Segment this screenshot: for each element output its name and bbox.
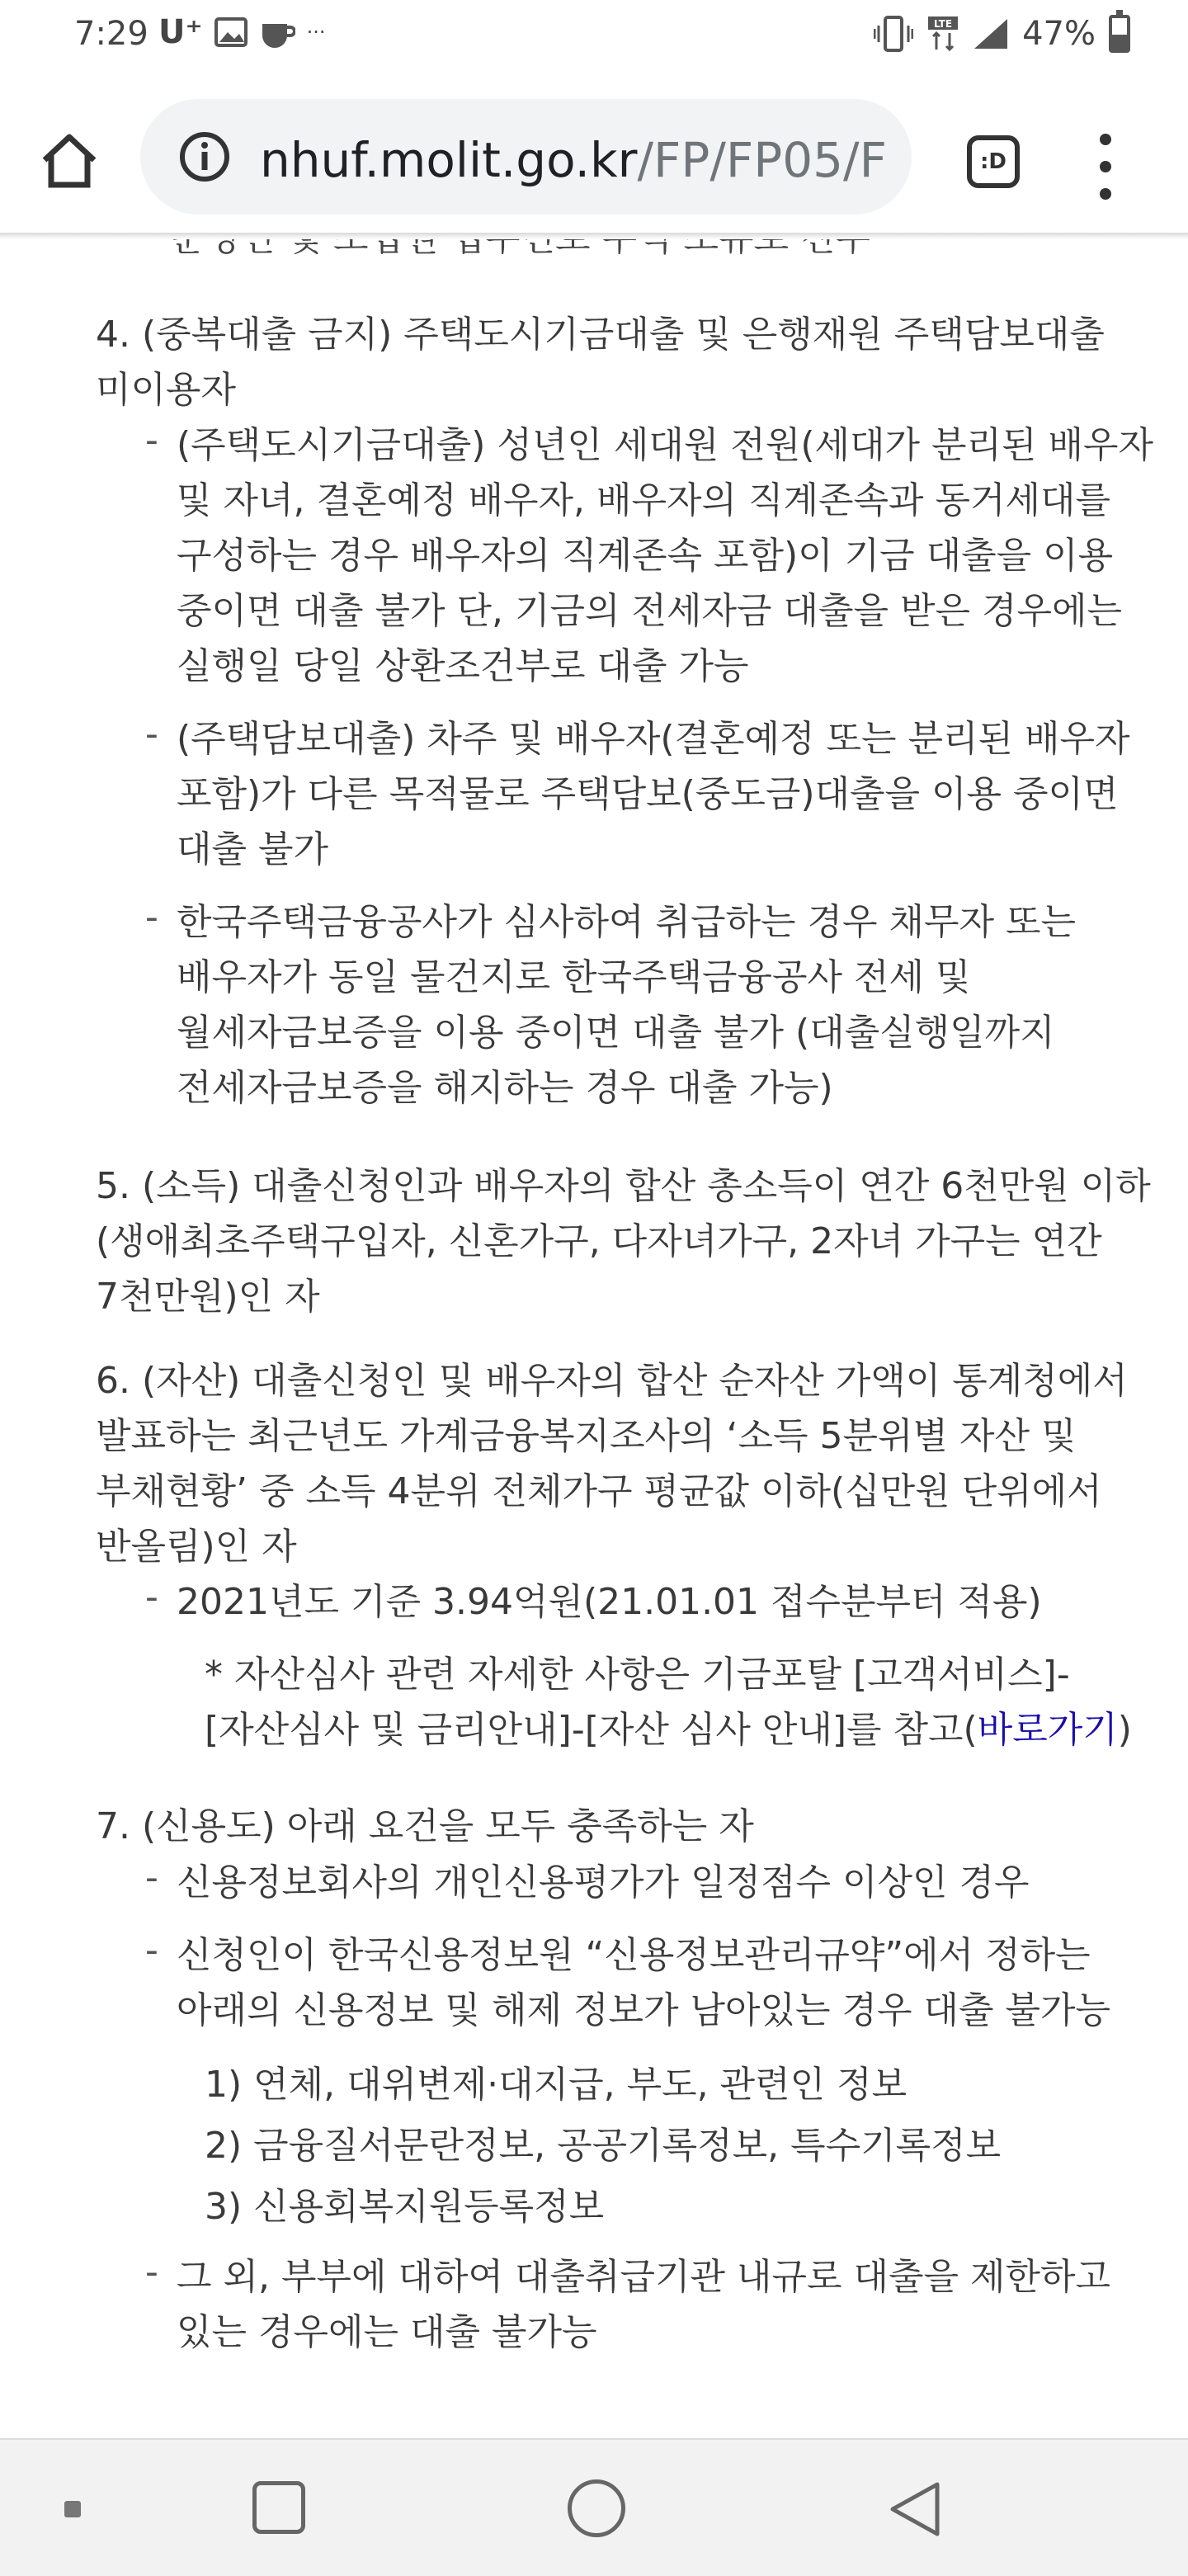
navigation-bar <box>0 2438 1188 2576</box>
status-time: 7:29 <box>74 15 148 53</box>
list-item: 1) 연체, 대위변제·대지급, 부도, 관련인 정보 <box>205 2064 908 2106</box>
info-icon[interactable] <box>178 130 231 183</box>
text-line: 대출 불가 <box>177 828 329 870</box>
nav-dot-icon[interactable] <box>64 2501 81 2517</box>
text-line: 부채현황’ 중 소득 4분위 전체가구 평균값 이하(십만원 단위에서 <box>96 1470 1102 1512</box>
item-7-sub-3 <box>177 2249 1110 2360</box>
vibrate-icon <box>874 16 913 52</box>
battery-level <box>1112 35 1127 50</box>
text-line: 중이면 대출 불가 단, 기금의 전세자금 대출을 받은 경우에는 <box>177 590 1122 632</box>
text-line: 그 외, 부부에 대하여 대출취급기관 내규로 대출을 제한하고 <box>177 2256 1110 2298</box>
text-line: 전세자금보증을 해지하는 경우 대출 가능) <box>177 1067 833 1109</box>
text-line: 7천만원)인 자 <box>96 1276 320 1318</box>
item-4-sub-1 <box>177 418 1153 694</box>
more-vert-icon[interactable] <box>1089 134 1122 200</box>
nav-home-icon[interactable] <box>568 2479 625 2537</box>
item-7-list <box>205 2055 1001 2238</box>
item-6-sub-1: 2021년도 기준 3.94억원(21.01.01 접수분부터 적용) <box>177 1581 1042 1623</box>
bullet-dash: - <box>145 419 158 461</box>
tabs-icon[interactable]: :D <box>967 135 1020 188</box>
bullet-dash: - <box>145 2251 158 2293</box>
item-4 <box>96 307 1105 418</box>
bullet-dash: - <box>145 713 158 755</box>
bullet-dash: - <box>145 1857 158 1899</box>
note-text: ) <box>1117 1709 1132 1751</box>
address-bar[interactable] <box>140 99 912 215</box>
signal-icon <box>973 17 1009 50</box>
text-line: 발표하는 최근년도 가계금융복지조사의 ‘소득 5분위별 자산 및 <box>96 1415 1077 1457</box>
home-icon[interactable] <box>36 127 102 193</box>
text-line: 아래의 신용정보 및 해제 정보가 남아있는 경우 대출 불가능 <box>177 1989 1110 2031</box>
text-line: 반올림)인 자 <box>96 1526 297 1568</box>
recents-icon[interactable] <box>252 2481 305 2534</box>
text-line: 배우자가 동일 물건지로 한국주택금융공사 전세 및 <box>177 956 971 998</box>
carrier-icon: U⁺ <box>158 13 203 51</box>
text-line: (주택담보대출) 차주 및 배우자(결혼예정 또는 분리된 배우자 <box>177 718 1130 760</box>
bullet-dash: - <box>145 896 158 938</box>
back-icon[interactable] <box>883 2476 949 2542</box>
item-4-line: 4. (중복대출 금지) 주택도시기금대출 및 은행재원 주택담보대출 <box>96 314 1105 356</box>
list-item: 2) 금융질서문란정보, 공공기록정보, 특수기록정보 <box>205 2125 1002 2167</box>
battery-icon <box>1109 15 1130 53</box>
item-7-sub-2 <box>177 1927 1110 2038</box>
svg-text:LTE: LTE <box>934 18 953 30</box>
text-line: 6. (자산) 대출신청인 및 배우자의 합산 순자산 가액이 통계청에서 <box>96 1360 1128 1402</box>
notification-icons <box>158 13 325 51</box>
text-line: 포함)가 다른 목적물로 주택담보(중도금)대출을 이용 중이면 <box>177 773 1119 815</box>
item-7-sub-1: 신용정보회사의 개인신용평가가 일정점수 이상인 경우 <box>177 1861 1030 1904</box>
bullet-dash: - <box>145 1929 158 1971</box>
text-line: 한국주택금융공사가 심사하여 취급하는 경우 채무자 또는 <box>177 901 1077 943</box>
item-7-title: 7. (신용도) 아래 요건을 모두 충족하는 자 <box>96 1805 754 1847</box>
text-line: 월세자금보증을 이용 중이면 대출 불가 (대출실행일까지 <box>177 1012 1055 1054</box>
note-text: [자산심사 및 금리안내]-[자산 심사 안내]를 참고( <box>205 1709 978 1751</box>
more-notifications-icon: ··· <box>306 21 326 44</box>
item-4-sub-2 <box>177 711 1130 877</box>
coffee-icon <box>259 16 295 49</box>
item-4-line: 미이용자 <box>96 369 237 411</box>
gallery-icon <box>214 17 248 47</box>
text-line: (생애최초주택구입자, 신혼가구, 다자녀가구, 2자녀 가구는 연간 <box>96 1220 1102 1262</box>
item-5 <box>96 1158 1151 1324</box>
text-line: (주택도시기금대출) 성년인 세대원 전원(세대가 분리된 배우자 <box>177 424 1154 466</box>
item-4-sub-3 <box>177 894 1076 1116</box>
url-path: /FP/FP05/F <box>637 132 887 188</box>
text-line: 신청인이 한국신용정보원 “신용정보관리규약”에서 정하는 <box>177 1934 1091 1976</box>
text-line <box>205 1702 1132 1757</box>
text-line: * 자산심사 관련 자세한 사항은 기금포탈 [고객서비스]- <box>205 1654 1070 1696</box>
item-6 <box>96 1353 1128 1574</box>
text-line: 및 자녀, 결혼예정 배우자, 배우자의 직계존속과 동거세대를 <box>177 479 1110 521</box>
text-line: 실행일 당일 상환조건부로 대출 가능 <box>177 645 749 687</box>
shortcut-link[interactable]: 바로가기 <box>977 1709 1118 1751</box>
list-item: 3) 신용회복지원등록정보 <box>205 2186 605 2228</box>
url-host: nhuf.molit.go.kr <box>260 132 638 188</box>
bullet-dash: - <box>145 1576 158 1618</box>
status-bar <box>0 0 1188 83</box>
text-line: 5. (소득) 대출신청인과 배우자의 합산 총소득이 연간 6천만원 이하 <box>96 1165 1151 1207</box>
battery-percent: 47% <box>1022 15 1096 53</box>
item-6-note <box>205 1647 1132 1757</box>
url-text[interactable] <box>260 132 887 188</box>
text-line: 구성하는 경우 배우자의 직계존속 포함)이 기금 대출을 이용 <box>177 535 1114 577</box>
browser-toolbar <box>0 83 1188 239</box>
system-icons <box>874 15 1130 53</box>
text-line: 있는 경우에는 대출 불가능 <box>177 2311 597 2353</box>
lte-icon <box>926 15 959 53</box>
